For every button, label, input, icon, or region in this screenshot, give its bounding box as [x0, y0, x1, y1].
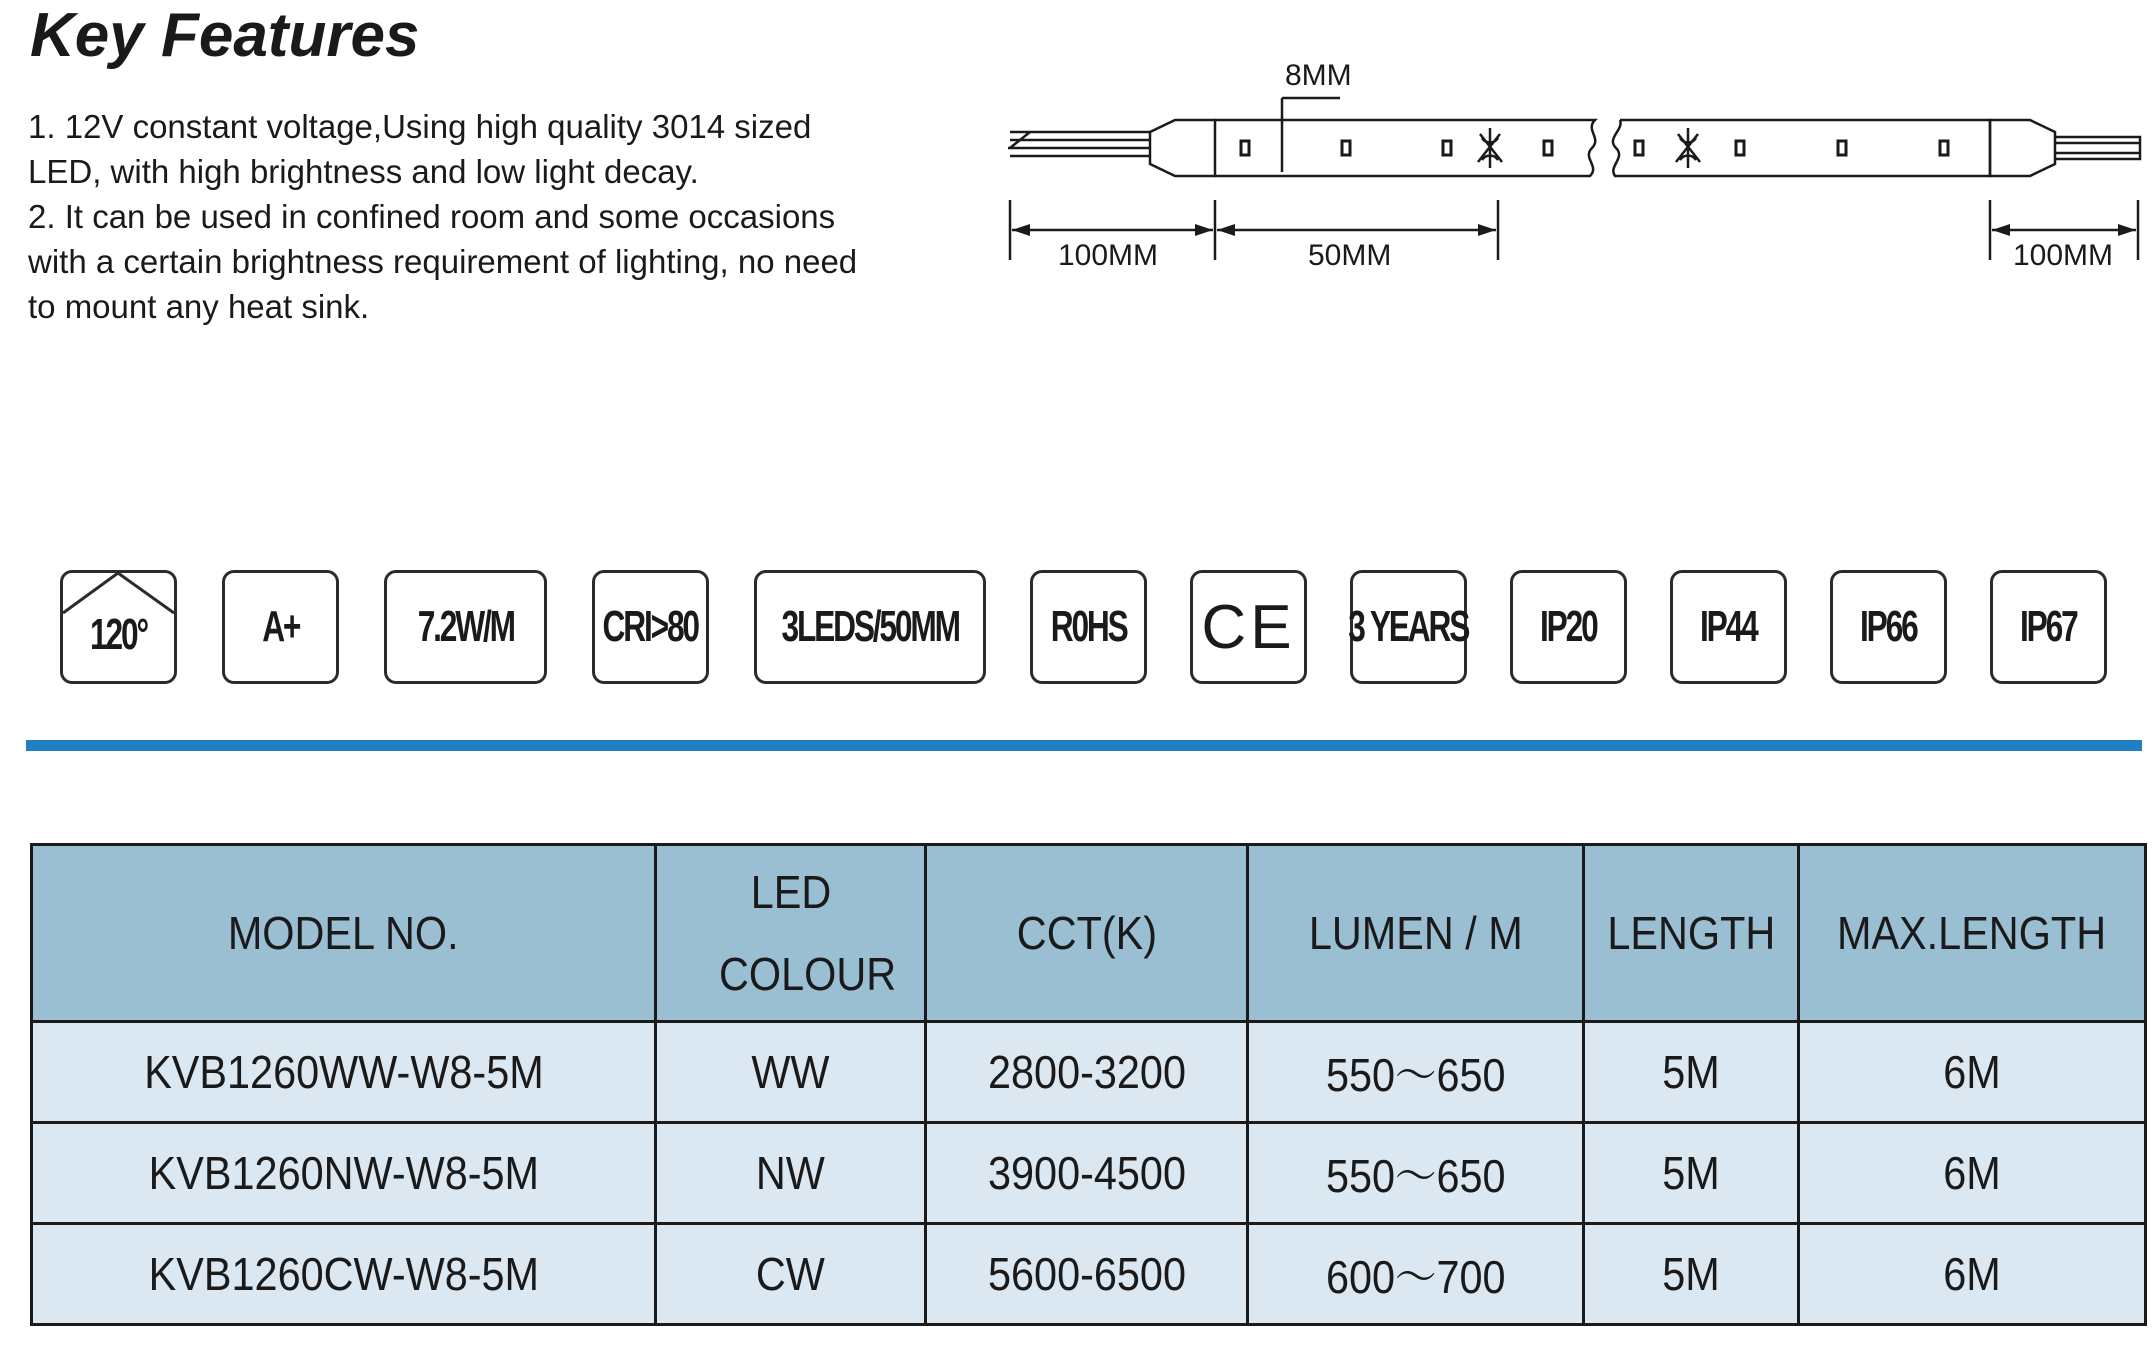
badge-beam-angle-label: 120°: [90, 610, 147, 659]
header-max-length: MAX.LENGTH: [1799, 845, 2146, 1022]
badge-power: 7.2W/M: [384, 570, 547, 684]
badge-ip67: IP67: [1990, 570, 2107, 684]
table-header-row: [32, 845, 2146, 1022]
feature-item-2: 2. It can be used in confined room and some occasions with a certain brightness requirement of lighting, no need to mount any heat sink.: [28, 198, 858, 325]
badge-ip44: IP44: [1670, 570, 1787, 684]
header-lumen: LUMEN / M: [1248, 845, 1584, 1022]
dim-lead-right-label: 100MM: [2013, 239, 2114, 272]
header-length: LENGTH: [1584, 845, 1799, 1022]
dim-lead-left-label: 100MM: [1058, 239, 1159, 272]
dim-width-label: 8MM: [1285, 59, 1352, 92]
badge-led-density: 3LEDS/50MM: [754, 570, 986, 684]
header-led-colour: LED COLOUR: [656, 845, 926, 1022]
table-row: KVB1260NW-W8-5M NW 3900-4500 550～650 5M 6M: [32, 1123, 2146, 1224]
feature-badges: [0, 570, 2154, 690]
badge-ip66: IP66: [1830, 570, 1947, 684]
badge-warranty: 3 YEARS: [1350, 570, 1467, 684]
dim-segment-label: 50MM: [1308, 239, 1392, 272]
feature-list: [28, 104, 888, 329]
badge-beam-angle: [60, 570, 177, 684]
strip-dimension-diagram: [990, 40, 2154, 280]
ce-mark-icon: CE: [1201, 592, 1296, 662]
badge-ip20: IP20: [1510, 570, 1627, 684]
page-title: Key Features: [30, 1, 420, 70]
badge-cri: CRI>80: [592, 570, 709, 684]
header-model: MODEL NO.: [32, 845, 656, 1022]
section-divider: [26, 740, 2142, 751]
header-cct: CCT(K): [926, 845, 1248, 1022]
badge-rohs: R0HS: [1030, 570, 1147, 684]
badge-energy-class: A+: [222, 570, 339, 684]
badge-ce: [1190, 570, 1307, 684]
table-row: KVB1260WW-W8-5M WW 2800-3200 550～650 5M 6M: [32, 1022, 2146, 1123]
table-row: KVB1260CW-W8-5M CW 5600-6500 600～700 5M 6M: [32, 1224, 2146, 1325]
spec-table: [30, 843, 2147, 1326]
feature-item-1: 1. 12V constant voltage,Using high quality 3014 sized LED, with high brightness and low light decay.: [28, 108, 812, 190]
